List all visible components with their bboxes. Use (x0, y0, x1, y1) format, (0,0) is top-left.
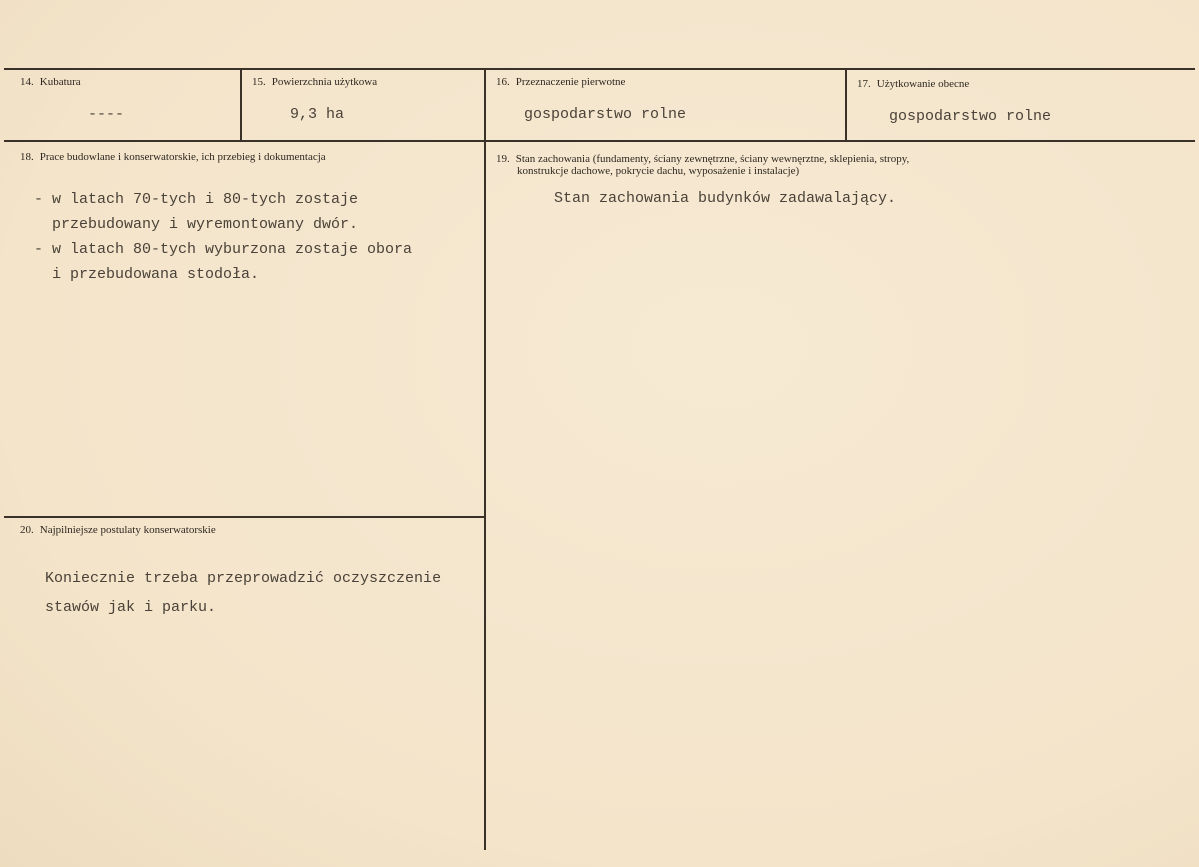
field-18-label: 18. Prace budowlane i konserwatorskie, ich przebieg i dokumentacja (20, 151, 326, 163)
field-14-value: ---- (88, 106, 125, 123)
top-rule (4, 68, 1195, 70)
divider-15-16 (484, 68, 486, 850)
field-15-label: 15. Powierzchnia użytkowa (252, 76, 378, 88)
field-17-label: 17. Użytkowanie obecne (857, 78, 970, 90)
field-17-value: gospodarstwo rolne (889, 108, 1052, 125)
field-19-value: Stan zachowania budynków zadawalający. (554, 190, 897, 207)
field-14-label: 14. Kubatura (20, 76, 81, 88)
field-20-label: 20. Najpilniejsze postulaty konserwatorskie (20, 524, 216, 536)
field-15-value: 9,3 ha (290, 106, 345, 123)
field-20-line: stawów jak i parku. (45, 599, 217, 616)
divider-16-17 (845, 68, 847, 141)
field-18-line: - w latach 70-tych i 80-tych zostaje (34, 191, 359, 208)
field-20-line: Koniecznie trzeba przeprowadzić oczyszczenie (45, 570, 442, 587)
field-18-text (34, 187, 412, 287)
field-19-label: 19. Stan zachowania (fundamenty, ściany zewnętrzne, ściany wewnęrztne, sklepienia, stropy, (496, 153, 910, 165)
divider-14-15 (240, 68, 242, 141)
field-18-line: - w latach 80-tych wyburzona zostaje obora (34, 241, 413, 258)
field-18-line: i przebudowana stodoła. (34, 266, 260, 283)
box18-bottom-rule (4, 516, 486, 518)
field-16-label: 16. Przeznaczenie pierwotne (496, 76, 626, 88)
field-20-text (45, 564, 441, 622)
row1-bottom-rule (4, 140, 1195, 142)
field-18-line: przebudowany i wyremontowany dwór. (34, 216, 359, 233)
field-16-value: gospodarstwo rolne (524, 106, 687, 123)
field-19-label-cont: konstrukcje dachowe, pokrycie dachu, wyposażenie i instalacje) (517, 165, 800, 177)
